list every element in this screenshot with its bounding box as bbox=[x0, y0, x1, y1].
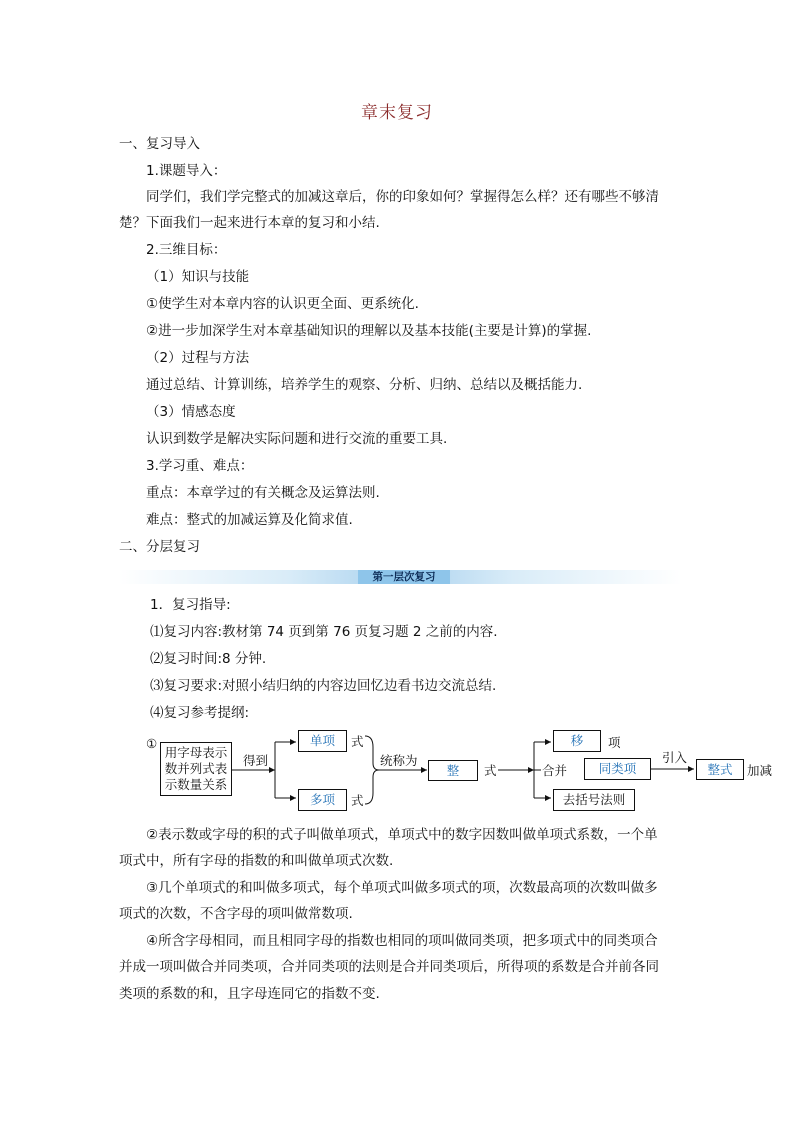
integral-box: 整 bbox=[428, 760, 478, 781]
monomial-suffix: 式 bbox=[351, 734, 364, 749]
intro-text-line-2: 楚？下面我们一起来进行本章的复习和小结. bbox=[119, 215, 380, 231]
introduce-label: 引入 bbox=[662, 750, 688, 765]
merge-label: 合并 bbox=[542, 763, 568, 778]
get-label: 得到 bbox=[243, 753, 269, 768]
polynomial-definition-line-2: 项式的次数，不含字母的项叫做常数项. bbox=[119, 906, 353, 922]
key-point-text: 重点：本章学过的有关概念及运算法则. bbox=[146, 485, 380, 501]
move-box: 移 bbox=[553, 730, 601, 752]
guide-heading: 1．复习指导: bbox=[150, 597, 231, 613]
concept-diagram bbox=[146, 725, 776, 815]
subheading-key-points: 3.学习重、难点： bbox=[146, 458, 254, 474]
monomial-definition-line-1: ②表示数或字母的积的式子叫做单项式，单项式中的数字因数叫做单项式系数，一个单 bbox=[146, 827, 658, 843]
banner-label: 第一层次复习 bbox=[358, 570, 450, 584]
like-terms-box: 同类项 bbox=[584, 758, 651, 780]
subheading-goals: 2.三维目标： bbox=[146, 242, 227, 258]
guide-content: ⑴复习内容:教材第 74 页到第 76 页复习题 2 之前的内容. bbox=[150, 624, 498, 640]
polynomial-definition-line-1: ③几个单项式的和叫做多项式，每个单项式叫做多项式的项，次数最高项的次数叫做多 bbox=[146, 880, 658, 896]
polynomial-box: 多项 bbox=[298, 789, 347, 811]
goal-knowledge-heading: （1）知识与技能 bbox=[146, 269, 250, 285]
goal-attitude-text: 认识到数学是解决实际问题和进行交流的重要工具. bbox=[146, 431, 448, 447]
like-terms-definition-line-3: 类项的系数的和，且字母连同它的指数不变. bbox=[119, 986, 380, 1002]
source-line-3: 示数量关系 bbox=[164, 777, 228, 792]
section-heading-review-intro: 一、复习导入 bbox=[119, 136, 200, 152]
intro-text-line-1: 同学们，我们学完整式的加减这章后，你的印象如何？掌握得怎么样？还有哪些不够清 bbox=[146, 189, 659, 205]
guide-outline: ⑷复习参考提纲: bbox=[150, 705, 250, 721]
goal-process-heading: （2）过程与方法 bbox=[146, 350, 250, 366]
source-line-1: 用字母表示 bbox=[164, 745, 228, 760]
like-terms-definition-line-2: 并成一项叫做合并同类项，合并同类项的法则是合并同类项后，所得项的系数是合并前各同 bbox=[119, 959, 659, 975]
source-box bbox=[160, 742, 232, 796]
source-line-2: 数并列式表 bbox=[164, 761, 228, 776]
integral-suffix: 式 bbox=[484, 763, 497, 778]
collective-label: 统称为 bbox=[380, 753, 418, 768]
goal-process-text: 通过总结、计算训练，培养学生的观察、分析、归纳、总结以及概括能力. bbox=[146, 377, 583, 393]
integral-expr-box: 整式 bbox=[696, 759, 744, 780]
add-sub-label: 加减 bbox=[747, 763, 773, 778]
difficult-point-text: 难点：整式的加减运算及化简求值. bbox=[146, 512, 353, 528]
goal-knowledge-2: ②进一步加深学生对本章基础知识的理解以及基本技能(主要是计算)的掌握. bbox=[146, 323, 592, 339]
goal-attitude-heading: （3）情感态度 bbox=[146, 404, 236, 420]
move-suffix: 项 bbox=[608, 735, 621, 750]
polynomial-suffix: 式 bbox=[351, 793, 364, 808]
bracket-rule-box: 去括号法则 bbox=[553, 789, 635, 811]
monomial-definition-line-2: 项式中，所有字母的指数的和叫做单项式次数. bbox=[119, 853, 394, 869]
page-title: 章末复习 bbox=[361, 103, 433, 123]
section-heading-layered-review: 二、分层复习 bbox=[119, 539, 200, 555]
monomial-box: 单项 bbox=[298, 730, 347, 752]
like-terms-definition-line-1: ④所含字母相同，而且相同字母的指数也相同的项叫做同类项，把多项式中的同类项合 bbox=[146, 933, 658, 949]
guide-time: ⑵复习时间:8 分钟. bbox=[150, 651, 267, 667]
diagram-marker: ① bbox=[146, 736, 158, 751]
subheading-topic-intro: 1.课题导入： bbox=[146, 163, 227, 179]
goal-knowledge-1: ①使学生对本章内容的认识更全面、更系统化. bbox=[146, 296, 419, 312]
guide-requirement: ⑶复习要求:对照小结归纳的内容边回忆边看书边交流总结. bbox=[150, 678, 497, 694]
